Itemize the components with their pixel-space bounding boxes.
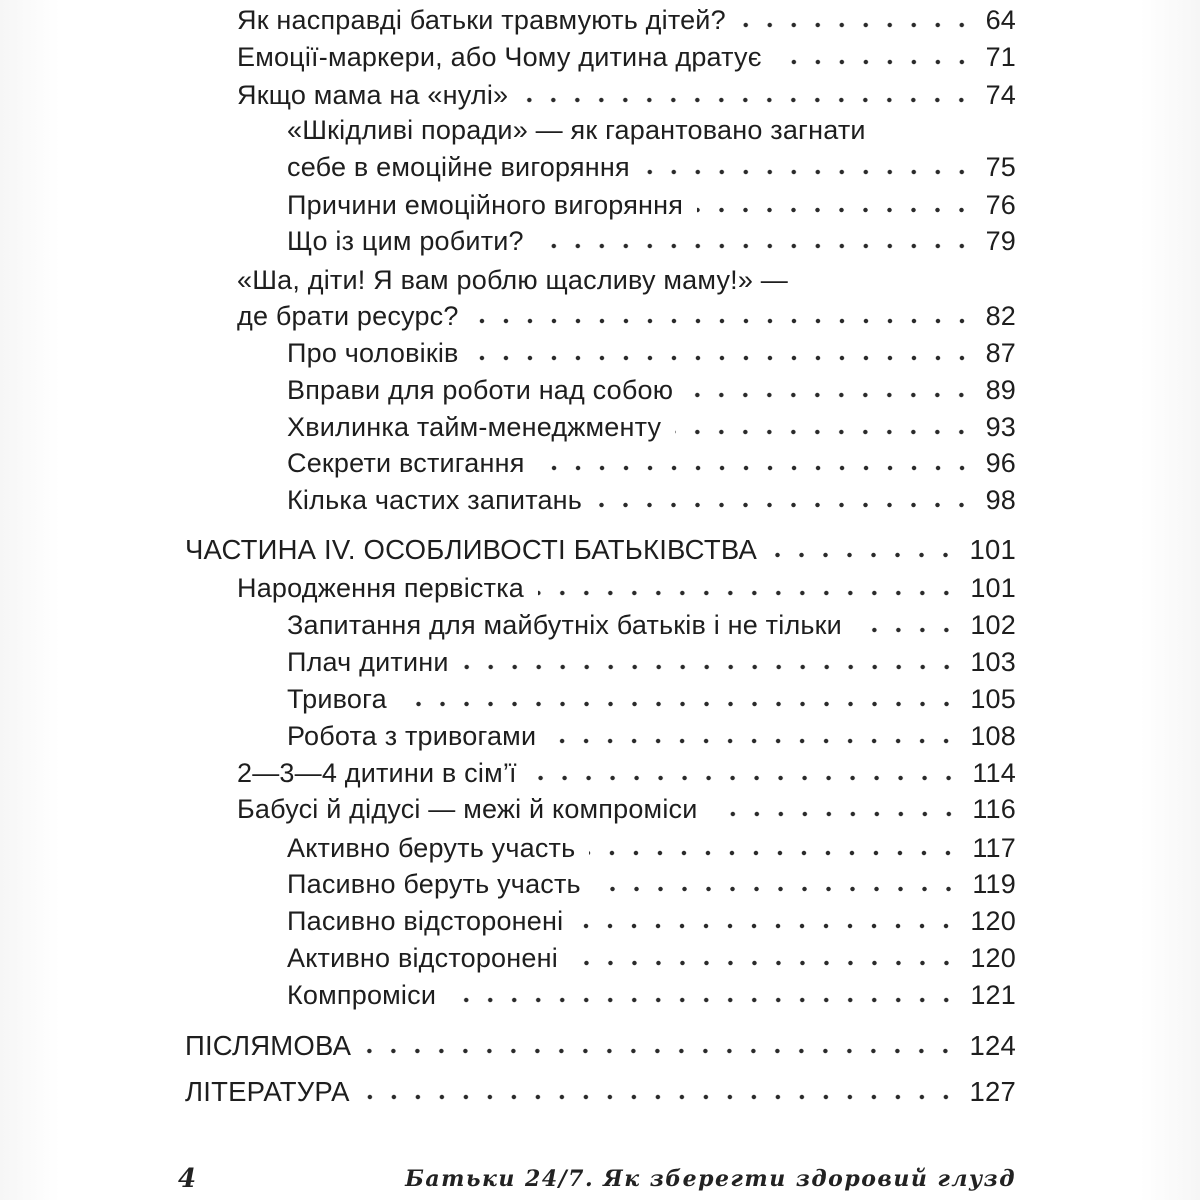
- toc-entry-title: Вправи для роботи над собою: [287, 375, 674, 405]
- toc-entry-page: 82: [985, 301, 1016, 331]
- toc-entry-page: 75: [985, 152, 1016, 182]
- toc-entry-page: 98: [985, 485, 1016, 515]
- dot-leader: [697, 207, 974, 213]
- toc-entry: [237, 300, 1016, 334]
- toc-entry: [287, 411, 1016, 445]
- toc-entry-title: 2—3—4 дитини в сім’ї: [237, 758, 517, 788]
- toc-entry: [287, 646, 1016, 680]
- dot-leader: [531, 775, 961, 781]
- dot-leader: [539, 465, 974, 471]
- dot-leader: [712, 811, 961, 817]
- toc-entry-title: ЛІТЕРАТУРА: [185, 1076, 350, 1107]
- dot-leader: [365, 1048, 957, 1054]
- toc-entry: [237, 4, 1016, 38]
- toc-entry: [287, 683, 1016, 717]
- toc-section-heading: [185, 1030, 1016, 1064]
- dot-leader: [473, 318, 974, 324]
- toc-entry: [287, 484, 1016, 518]
- dot-leader: [450, 997, 958, 1003]
- dot-leader: [577, 923, 958, 929]
- toc-entry-title: Як насправді батьки травмують дітей?: [237, 5, 726, 35]
- toc-entry-title: Запитання для майбутніх батьків і не тільки: [287, 610, 842, 640]
- dot-leader: [473, 355, 974, 361]
- toc-entry-title: ЧАСТИНА IV. ОСОБЛИВОСТІ БАТЬКІВСТВА: [185, 534, 757, 565]
- dot-leader: [572, 960, 958, 966]
- toc-entry-page: 114: [972, 758, 1016, 788]
- dot-leader: [687, 392, 973, 398]
- toc-entry: [287, 151, 1016, 185]
- toc-entry: [287, 609, 1016, 643]
- dot-leader: [595, 886, 961, 892]
- toc-entry-page: 89: [985, 375, 1016, 405]
- dot-leader: [740, 22, 974, 28]
- toc-entry-title: Що із цим робити?: [287, 226, 524, 256]
- toc-entry: [237, 757, 1016, 791]
- page-edge-shadow: [1140, 0, 1200, 1200]
- dot-leader: [675, 429, 973, 435]
- toc-entry-title: Компроміси: [287, 980, 437, 1010]
- toc-entry: [287, 905, 1016, 939]
- toc-entry: [287, 225, 1016, 259]
- toc-entry-page: 116: [972, 794, 1016, 824]
- toc-entry-page: 93: [985, 412, 1016, 442]
- toc-section-heading: [185, 1076, 1016, 1110]
- toc-entry: [287, 720, 1016, 754]
- dot-leader: [589, 850, 960, 856]
- toc-entry-title: де брати ресурс?: [237, 301, 459, 331]
- toc-entry-title: Причини емоційного вигоряння: [287, 190, 684, 220]
- toc-entry: [287, 832, 1016, 866]
- toc-entry-page: 96: [985, 448, 1016, 478]
- dot-leader: [538, 590, 958, 596]
- toc-entry-title: себе в емоційне вигоряння: [287, 152, 630, 182]
- toc-entry: [287, 868, 1016, 902]
- toc-entry-page: 64: [985, 5, 1016, 35]
- dot-leader: [522, 97, 973, 103]
- toc-entry-page: 101: [970, 573, 1016, 603]
- toc-entry-title: Бабусі й дідусі — межі й компроміси: [237, 794, 698, 824]
- toc-entry-page: 87: [985, 338, 1016, 368]
- toc-entry: [287, 447, 1016, 481]
- toc-entry-title: Емоції-маркери, або Чому дитина дратує: [237, 42, 762, 72]
- toc-entry-page: 102: [970, 610, 1016, 640]
- toc-entry-title: Плач дитини: [287, 647, 449, 677]
- toc-entry-title: Пасивно беруть участь: [287, 869, 581, 899]
- toc-entry-title-line: «Ша, діти! Я вам роблю щасливу маму!» —: [237, 265, 788, 295]
- toc-entry-page: 105: [970, 684, 1016, 714]
- dot-leader: [596, 502, 974, 508]
- toc-entry: [237, 572, 1016, 606]
- toc-entry-title: Кілька частих запитань: [287, 485, 583, 515]
- toc-entry-title: Якщо мама на «нулі»: [237, 80, 509, 110]
- toc-entry-page: 124: [969, 1030, 1016, 1061]
- toc-entry-page: 120: [970, 943, 1016, 973]
- toc-entry: [287, 337, 1016, 371]
- footer-page-number: 4: [178, 1164, 197, 1194]
- page-edge-shadow: [0, 0, 60, 1200]
- dot-leader: [463, 664, 959, 670]
- toc-entry: [287, 942, 1016, 976]
- toc-entry-page: 119: [972, 869, 1016, 899]
- toc-entry: [287, 374, 1016, 408]
- toc-entry-title: ПІСЛЯМОВА: [185, 1030, 352, 1061]
- dot-leader: [856, 627, 958, 633]
- toc-part-heading: [185, 534, 1016, 568]
- toc-entry-page: 74: [985, 80, 1016, 110]
- toc-entry-title: Народження первістка: [237, 573, 525, 603]
- toc-entry: [287, 979, 1016, 1013]
- toc-entry-page: 127: [969, 1076, 1016, 1107]
- toc-entry-page: 103: [970, 647, 1016, 677]
- toc-entry: [287, 189, 1016, 223]
- toc-entry-title: Робота з тривогами: [287, 721, 537, 751]
- toc-entry-title: Активно відсторонені: [287, 943, 558, 973]
- dot-leader: [364, 1094, 958, 1100]
- dot-leader: [538, 243, 974, 249]
- toc-entry-title-line: «Шкідливі поради» — як гарантовано загнати: [287, 115, 866, 145]
- toc-entry-page: 121: [970, 980, 1016, 1010]
- dot-leader: [776, 59, 974, 65]
- toc-entry: [237, 79, 1016, 113]
- toc-entry-title: Про чоловіків: [287, 338, 459, 368]
- toc-entry-page: 79: [985, 226, 1016, 256]
- toc-entry-page: 108: [970, 721, 1016, 751]
- toc-entry-page: 76: [985, 190, 1016, 220]
- toc-entry-page: 117: [972, 833, 1016, 863]
- footer-book-title: Батьки 24/7. Як зберегти здоровий глузд: [405, 1166, 1016, 1192]
- toc-entry-page: 120: [970, 906, 1016, 936]
- toc-entry-title: Тривога: [287, 684, 387, 714]
- toc-entry: [237, 41, 1016, 75]
- toc-entry-title: Секрети встигання: [287, 448, 525, 478]
- toc-entry: [237, 793, 1016, 827]
- dot-leader: [550, 738, 958, 744]
- toc-entry-title: Активно беруть участь: [287, 833, 576, 863]
- dot-leader: [644, 169, 974, 175]
- toc-entry-page: 101: [969, 534, 1016, 565]
- toc-entry-page: 71: [985, 42, 1016, 72]
- dot-leader: [401, 701, 959, 707]
- dot-leader: [771, 552, 958, 558]
- toc-entry-title: Хвилинка тайм-менеджменту: [287, 412, 662, 442]
- toc-entry-title: Пасивно відсторонені: [287, 906, 564, 936]
